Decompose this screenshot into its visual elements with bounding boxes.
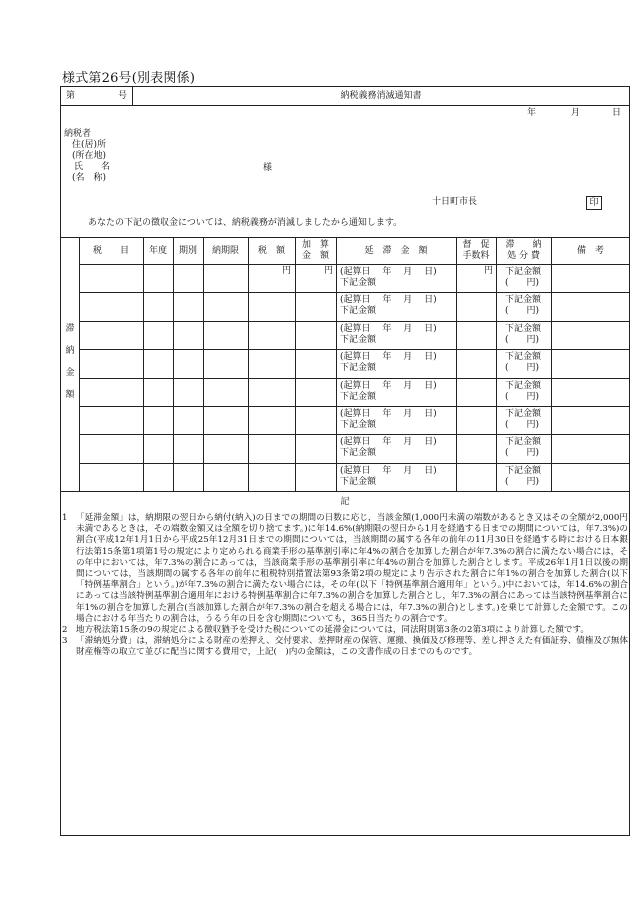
disposition-amount-value: ( 円)	[505, 306, 540, 317]
table-top-border	[60, 237, 630, 238]
header-disposition-cost-1: 滞 納	[505, 240, 542, 250]
side-label-3: 金	[65, 368, 75, 378]
seal-mark: 印	[586, 196, 602, 210]
delinquency-amount-note: 下記金額	[340, 363, 377, 374]
taxpayer-label: 納税者	[64, 129, 92, 139]
delinquency-amount-note: 下記金額	[340, 306, 377, 317]
delinquency-start-date: (起算日 年 月 日)	[340, 380, 437, 391]
note-number: 1	[62, 513, 68, 523]
date-month: 月	[571, 108, 581, 118]
delinquency-amount-note: 下記金額	[340, 334, 377, 345]
disposition-amount-value: ( 円)	[505, 420, 540, 430]
table-row-divider	[79, 463, 630, 464]
notice-text: あなたの下記の徴収金については、納税義務が消滅しましたから通知します。	[88, 218, 403, 228]
form-title: 様式第26号(別表関係)	[62, 71, 196, 86]
disposition-amount-value: ( 円)	[505, 278, 540, 288]
disposition-amount-value: ( 円)	[505, 391, 540, 402]
table-row-divider	[79, 378, 630, 379]
document-title: 納税義務消滅通知書	[340, 91, 422, 101]
taxpayer-title-label: (名 称)	[72, 173, 107, 183]
disposition-amount-note: 下記金額	[505, 380, 542, 391]
note-item	[62, 513, 628, 625]
honorific: 様	[263, 163, 273, 173]
header-additional-tax-1: 加 算	[301, 240, 329, 250]
delinquency-start-date: (起算日 年 月 日)	[340, 295, 437, 306]
table-row-divider	[79, 434, 630, 435]
note-text: 「延滞金額」は，納期限の翌日から納付(納入)の日までの期間の日数に応じ，当該金額(1,000円未満の端数があるとき又はその全額が2,000円未満であるときは，その端数金額又は全額を切り捨てます。)に年14.6%(納期限の翌日から1月を経過する日までの期間については，年7.3%)の割合(平成12年1月1日から平成25年12月31日までの期間については，当該期間の属する各年の前年の11月30日を経過する時における日本銀行法第15条第1項第1号の規定により定められる商業手形の基準割引率に年4%の割合を加算した割合が年7.3%の割合に満たない場合には，その年中においては，年7.3%の割合にあっては，当該商業手形の基準割引率に年4%の割合を加算した割合とします。平成26年1月1日以後の期間については，当該期間の属する各年の前年に租税特別措置法第93条第2項の規定により告示された割合に年1%の割合を加算した割合(以下「特例基準割合」という。)が年7.3%の割合に満たない場合には，その年(以下「特例基準割合適用年」という。)中においては，年14.6%の割合にあっては当該特例基準割合適用年における特例基準割合に年7.3%の割合を加算した割合とし，年7.3%の割合にあっては当該特例基準割合に年1%の割合を加算した割合(当該加算した割合が年7.3%の割合を超える場合には，年7.3%の割合)とします。)を乗じて計算した金額です。この場合における年当たりの割合は，うるう年の日を含む期間についても，365日当たりの割合です。	[76, 513, 629, 624]
table-bottom-border	[60, 491, 630, 492]
header-period: 期別	[178, 246, 197, 256]
disposition-amount-value: ( 円)	[505, 363, 540, 374]
header-delinquency-charge: 延 滞 金 額	[364, 246, 428, 256]
delinquency-start-date: (起算日 年 月 日)	[340, 465, 437, 476]
disposition-amount-value: ( 円)	[505, 334, 540, 345]
number-suffix: 号	[118, 91, 128, 101]
note-item	[62, 625, 628, 636]
side-label-2: 納	[65, 346, 75, 356]
document-frame	[60, 86, 630, 836]
unit-additional-tax: 円	[323, 266, 333, 276]
date-year: 年	[527, 108, 537, 118]
notes-section	[62, 513, 628, 659]
header-disposition-cost-2: 処 分 費	[507, 251, 540, 261]
header-reminder-fee-2: 手数料	[462, 251, 490, 261]
note-number: 2	[62, 625, 68, 636]
table-row-divider	[79, 292, 630, 293]
delinquency-amount-note: 下記金額	[340, 448, 377, 459]
delinquency-amount-note: 下記金額	[340, 420, 377, 430]
taxpayer-address-label: 住(居)所	[72, 140, 107, 150]
disposition-amount-note: 下記金額	[505, 437, 542, 448]
disposition-amount-note: 下記金額	[505, 352, 542, 363]
disposition-amount-note: 下記金額	[505, 295, 542, 306]
notes-heading: 記	[340, 497, 350, 507]
unit-reminder-fee: 円	[483, 266, 493, 276]
table-row-divider	[79, 349, 630, 350]
disposition-amount-note: 下記金額	[505, 465, 542, 476]
delinquency-amount-note: 下記金額	[340, 278, 377, 288]
delinquency-start-date: (起算日 年 月 日)	[340, 409, 437, 419]
delinquency-amount-note: 下記金額	[340, 476, 377, 487]
note-text: 「滞納処分費」は，滞納処分による財産の差押え、交付要求、差押財産の保管、運搬、換価及び修理等、差し押さえた有価証券、債権及び無体財産権等の取立て並びに配当に関する費用で，上記( )内の金額は，この文書作成の日までのものです。	[76, 636, 628, 658]
note-number: 3	[62, 636, 68, 647]
disposition-amount-note: 下記金額	[505, 267, 542, 277]
header-divider	[60, 105, 630, 106]
note-text: 地方税法第15条の9の規定による徴収猶予を受けた税についての延滞金については，同法附則第3条の2第3項により計算した額です。	[76, 625, 590, 636]
header-tax-item: 税 目	[92, 246, 129, 256]
delinquency-start-date: (起算日 年 月 日)	[340, 437, 437, 448]
number-label: 第	[66, 91, 76, 101]
disposition-amount-note: 下記金額	[505, 323, 542, 334]
disposition-amount-value: ( 円)	[505, 448, 540, 459]
side-label-1: 滞	[65, 324, 75, 334]
header-tax-amount: 税 額	[257, 246, 285, 256]
header-due-date: 納期限	[211, 246, 239, 256]
note-item	[62, 636, 628, 658]
header-reminder-fee-1: 督 促	[462, 240, 490, 250]
table-header-divider	[79, 264, 630, 265]
delinquency-start-date: (起算日 年 月 日)	[340, 352, 437, 363]
delinquency-start-date: (起算日 年 月 日)	[340, 323, 437, 334]
taxpayer-location-label: (所在地)	[72, 151, 107, 161]
mayor-label: 十日町市長	[432, 197, 478, 207]
date-day: 日	[612, 108, 622, 118]
header-additional-tax-2: 金 額	[301, 251, 329, 261]
disposition-amount-value: ( 円)	[505, 476, 540, 487]
unit-tax-amount: 円	[281, 266, 291, 276]
delinquency-amount-note: 下記金額	[340, 391, 377, 402]
header-remarks: 備 考	[576, 246, 604, 256]
side-label-4: 額	[65, 390, 75, 400]
disposition-amount-note: 下記金額	[505, 409, 542, 419]
header-fiscal-year: 年度	[148, 246, 167, 256]
table-row-divider	[79, 406, 630, 407]
delinquency-start-date: (起算日 年 月 日)	[340, 267, 437, 277]
taxpayer-name-label: 氏 名	[74, 162, 111, 172]
table-row-divider	[79, 321, 630, 322]
